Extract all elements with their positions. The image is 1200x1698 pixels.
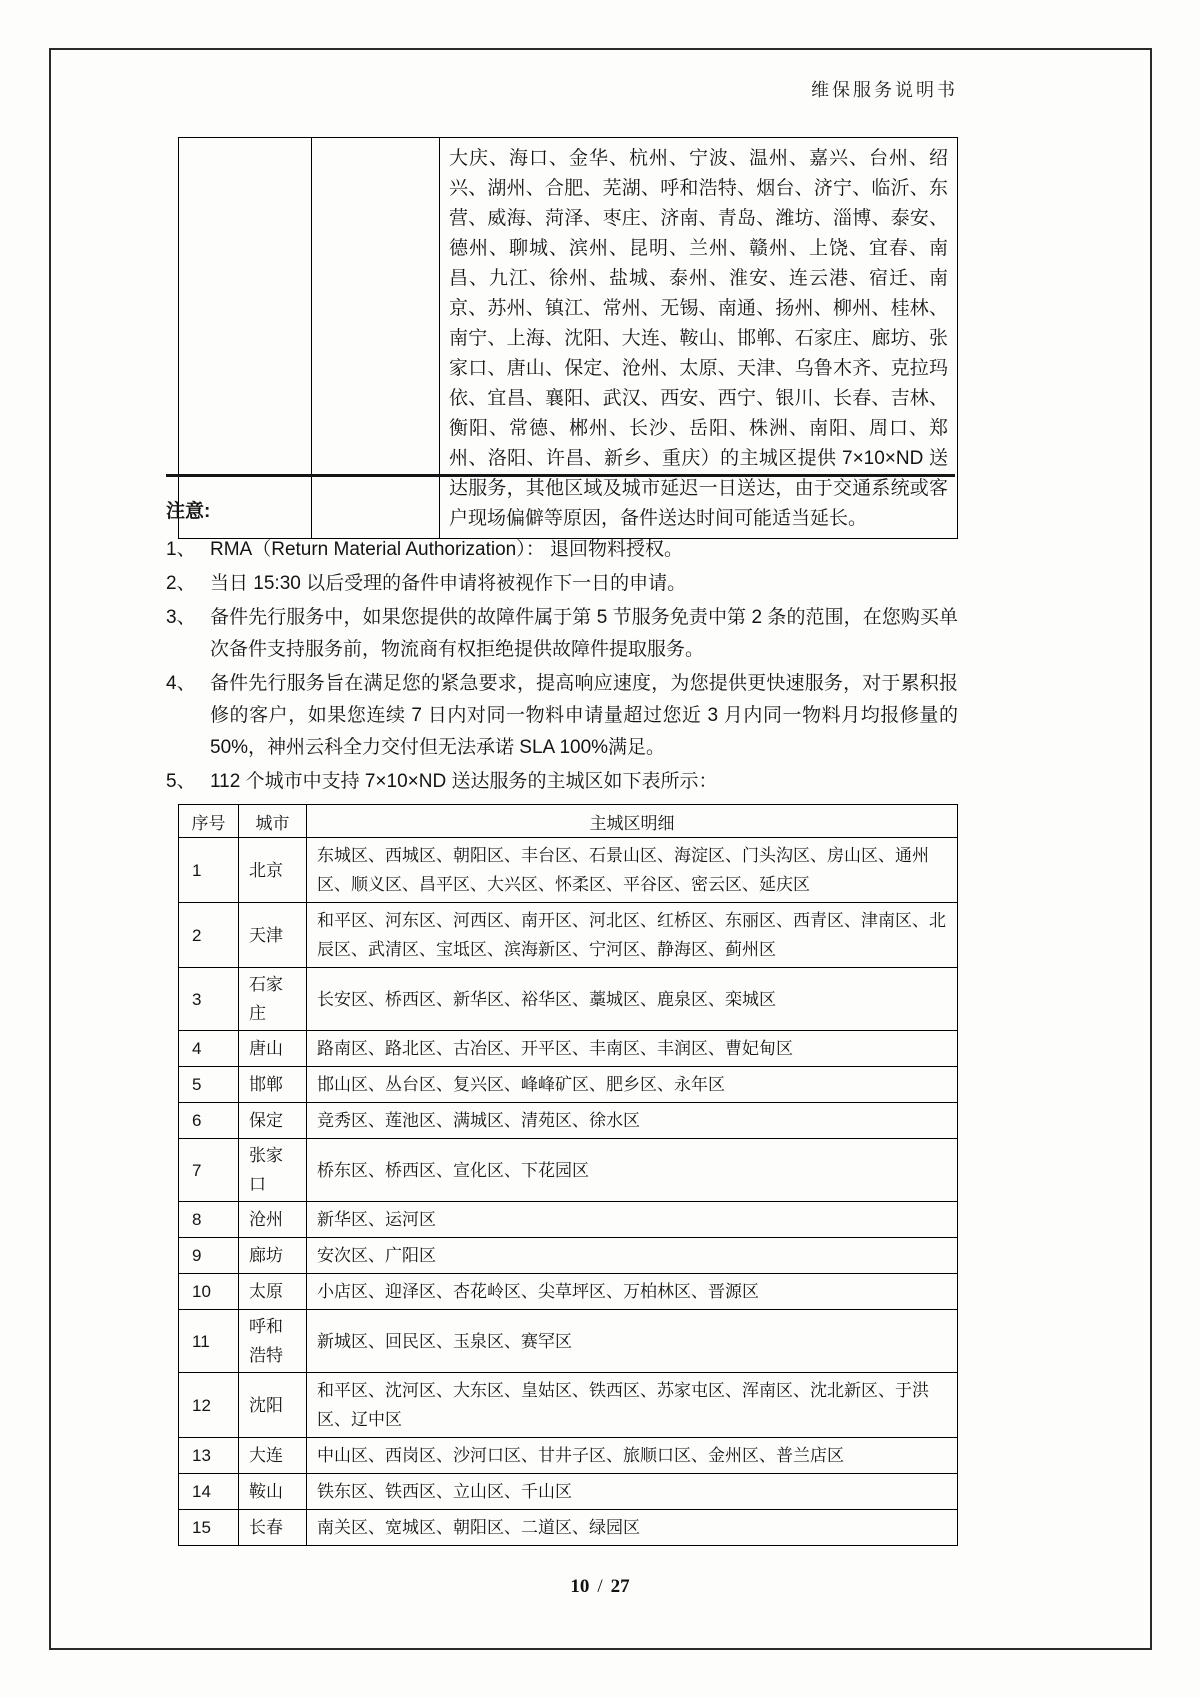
- city-table-body: [179, 838, 958, 1546]
- table-row: [179, 1474, 958, 1510]
- table-header-row: [179, 805, 958, 838]
- row-districts-detail: 新华区、运河区: [307, 1202, 958, 1238]
- table-row: [179, 1067, 958, 1103]
- table-row: [179, 1510, 958, 1546]
- row-city-name: 保定: [239, 1103, 307, 1139]
- row-serial-number: 13: [179, 1438, 239, 1474]
- row-districts-detail: 铁东区、铁西区、立山区、千山区: [307, 1474, 958, 1510]
- note-text: 当日 15:30 以后受理的备件申请将被视作下一日的申请。: [210, 573, 687, 594]
- row-districts-detail: 长安区、桥西区、新华区、裕华区、藁城区、鹿泉区、栾城区: [307, 968, 958, 1031]
- table-row: [179, 1139, 958, 1202]
- table1-empty-cell-2: [312, 138, 440, 539]
- row-serial-number: 10: [179, 1274, 239, 1310]
- row-districts-detail: 和平区、沈河区、大东区、皇姑区、铁西区、苏家屯区、浑南区、沈北新区、于洪区、辽中区: [307, 1373, 958, 1438]
- header-serial-number: 序号: [179, 805, 239, 838]
- row-city-name: 唐山: [239, 1031, 307, 1067]
- row-city-name: 张家口: [239, 1139, 307, 1202]
- table-row: [179, 1202, 958, 1238]
- row-city-name: 北京: [239, 838, 307, 903]
- table-row: [179, 1438, 958, 1474]
- table1-empty-cell-1: [179, 138, 312, 539]
- table-row: [179, 1373, 958, 1438]
- row-city-name: 沈阳: [239, 1373, 307, 1438]
- row-serial-number: 9: [179, 1238, 239, 1274]
- row-serial-number: 1: [179, 838, 239, 903]
- row-city-name: 石家庄: [239, 968, 307, 1031]
- table-row: [179, 1274, 958, 1310]
- row-city-name: 呼和浩特: [239, 1310, 307, 1373]
- table-row: [179, 968, 958, 1031]
- note-text: 备件先行服务旨在满足您的紧急要求，提高响应速度，为您提供更快速服务，对于累积报修的客户，如果您连续 7 日内对同一物料申请量超过您近 3 月内同一物料月均报修量的 50%，神州云科全力交付但无法承诺 SLA 100%满足。: [210, 673, 958, 758]
- row-districts-detail: 桥东区、桥西区、宣化区、下花园区: [307, 1139, 958, 1202]
- row-serial-number: 7: [179, 1139, 239, 1202]
- row-districts-detail: 安次区、广阳区: [307, 1238, 958, 1274]
- note-number: 4、: [166, 673, 196, 694]
- row-serial-number: 6: [179, 1103, 239, 1139]
- note-text: RMA（Return Material Authorization）： 退回物料授权。: [210, 539, 684, 560]
- note-number: 5、: [166, 771, 196, 792]
- row-serial-number: 2: [179, 903, 239, 968]
- header-districts-detail: 主城区明细: [307, 805, 958, 838]
- note-text: 备件先行服务中，如果您提供的故障件属于第 5 节服务免责中第 2 条的范围，在您购买单次备件支持服务前，物流商有权拒绝提供故障件提取服务。: [210, 607, 958, 660]
- row-city-name: 邯郸: [239, 1067, 307, 1103]
- page-number: [0, 1576, 1200, 1598]
- note-number: 3、: [166, 607, 196, 628]
- table-row: [179, 138, 958, 539]
- row-serial-number: 8: [179, 1202, 239, 1238]
- table-row: [179, 903, 958, 968]
- row-serial-number: 12: [179, 1373, 239, 1438]
- note-item-3: [166, 602, 958, 666]
- notes-heading: 注意:: [166, 501, 211, 522]
- note-item-2: [166, 568, 958, 600]
- row-districts-detail: 小店区、迎泽区、杏花岭区、尖草坪区、万柏林区、晋源区: [307, 1274, 958, 1310]
- city-districts-table: [178, 804, 958, 1546]
- note-item-4: [166, 668, 958, 764]
- row-serial-number: 11: [179, 1310, 239, 1373]
- row-districts-detail: 东城区、西城区、朝阳区、丰台区、石景山区、海淀区、门头沟区、房山区、通州区、顺义区、昌平区、大兴区、怀柔区、平谷区、密云区、延庆区: [307, 838, 958, 903]
- table1-cities-text: 大庆、海口、金华、杭州、宁波、温州、嘉兴、台州、绍兴、湖州、合肥、芜湖、呼和浩特、烟台、济宁、临沂、东营、威海、菏泽、枣庄、济南、青岛、潍坊、淄博、泰安、德州、聊城、滨州、昆明、兰州、赣州、上饶、宜春、南昌、九江、徐州、盐城、泰州、淮安、连云港、宿迁、南京、苏州、镇江、常州、无锡、南通、扬州、柳州、桂林、南宁、上海、沈阳、大连、鞍山、邯郸、石家庄、廊坊、张家口、唐山、保定、沧州、太原、天津、乌鲁木齐、克拉玛依、宜昌、襄阳、武汉、西安、西宁、银川、长春、吉林、衡阳、常德、郴州、长沙、岳阳、株洲、南阳、周口、郑州、洛阳、许昌、新乡、重庆）的主城区提供 7×10×ND 送达服务，其他区域及城市延迟一日送达，由于交通系统或客户现场偏僻等原因，备件送达时间可能适当延长。: [440, 138, 958, 539]
- row-districts-detail: 路南区、路北区、古冶区、开平区、丰南区、丰润区、曹妃甸区: [307, 1031, 958, 1067]
- row-districts-detail: 中山区、西岗区、沙河口区、甘井子区、旅顺口区、金州区、普兰店区: [307, 1438, 958, 1474]
- row-serial-number: 15: [179, 1510, 239, 1546]
- note-item-1: [166, 534, 958, 566]
- row-serial-number: 4: [179, 1031, 239, 1067]
- table-row: [179, 1310, 958, 1373]
- row-city-name: 天津: [239, 903, 307, 968]
- row-city-name: 廊坊: [239, 1238, 307, 1274]
- row-districts-detail: 新城区、回民区、玉泉区、赛罕区: [307, 1310, 958, 1373]
- row-districts-detail: 竞秀区、莲池区、满城区、清苑区、徐水区: [307, 1103, 958, 1139]
- table-row: [179, 1103, 958, 1139]
- row-city-name: 太原: [239, 1274, 307, 1310]
- row-serial-number: 14: [179, 1474, 239, 1510]
- note-number: 2、: [166, 573, 196, 594]
- table-end-divider: [166, 474, 955, 477]
- row-districts-detail: 邯山区、丛台区、复兴区、峰峰矿区、肥乡区、永年区: [307, 1067, 958, 1103]
- document-header-title: 维保服务说明书: [811, 80, 958, 100]
- header-city: 城市: [239, 805, 307, 838]
- note-item-5: [166, 766, 958, 798]
- row-city-name: 长春: [239, 1510, 307, 1546]
- row-districts-detail: 南关区、宽城区、朝阳区、二道区、绿园区: [307, 1510, 958, 1546]
- table-row: [179, 838, 958, 903]
- page-total: 27: [610, 1576, 630, 1597]
- notes-section: [166, 496, 958, 1546]
- row-city-name: 鞍山: [239, 1474, 307, 1510]
- row-districts-detail: 和平区、河东区、河西区、南开区、河北区、红桥区、东丽区、西青区、津南区、北辰区、武清区、宝坻区、滨海新区、宁河区、静海区、蓟州区: [307, 903, 958, 968]
- note-text: 112 个城市中支持 7×10×ND 送达服务的主城区如下表所示：: [210, 771, 718, 792]
- delivery-cities-table: [178, 137, 958, 539]
- page-current: 10: [570, 1576, 590, 1597]
- table-row: [179, 1238, 958, 1274]
- note-number: 1、: [166, 539, 196, 560]
- page-number-separator: /: [597, 1576, 603, 1597]
- table-row: [179, 1031, 958, 1067]
- row-city-name: 沧州: [239, 1202, 307, 1238]
- row-serial-number: 3: [179, 968, 239, 1031]
- row-city-name: 大连: [239, 1438, 307, 1474]
- row-serial-number: 5: [179, 1067, 239, 1103]
